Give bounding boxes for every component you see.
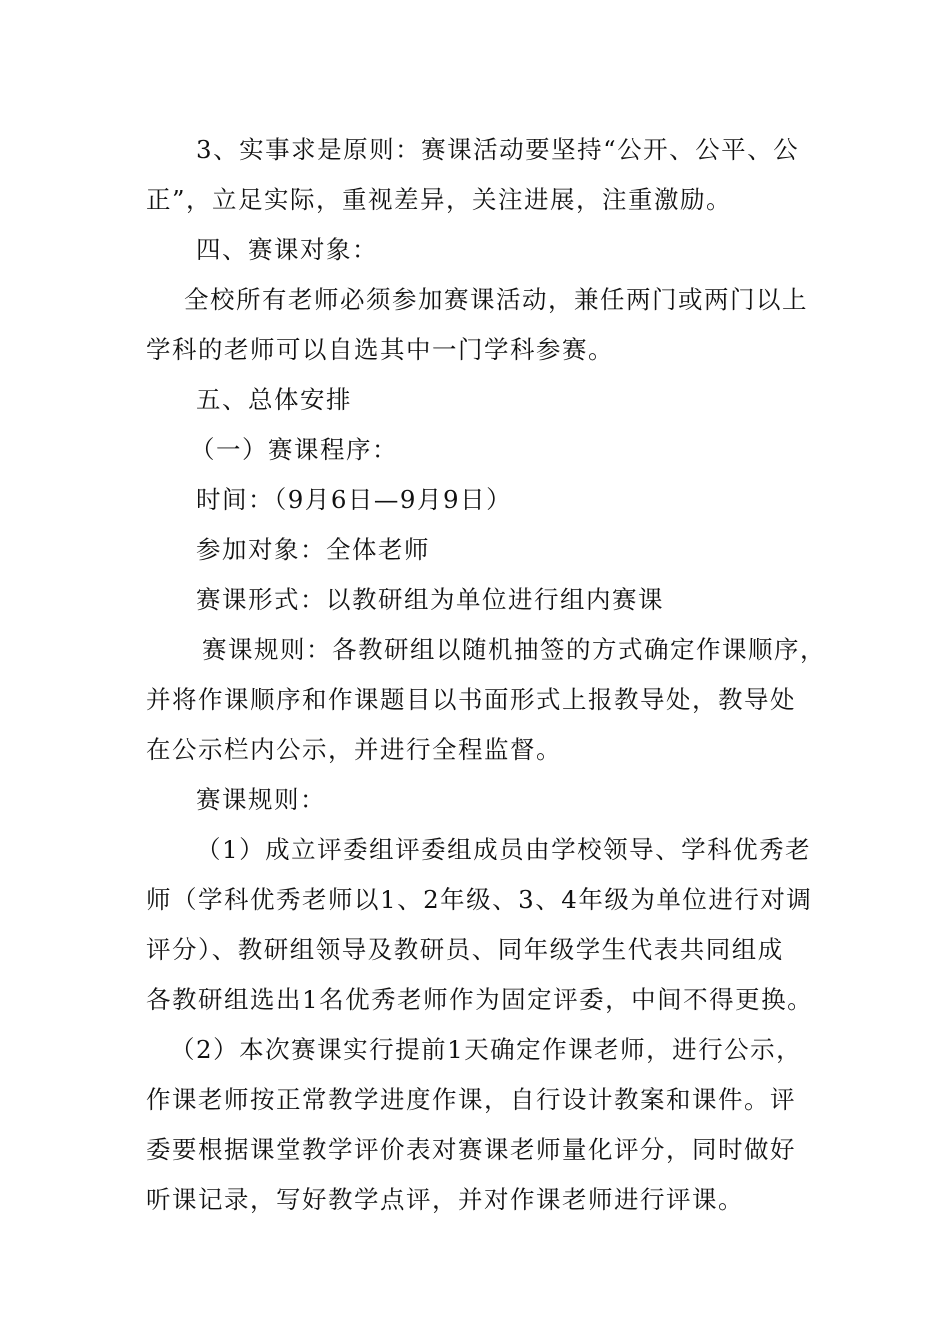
paragraph-line: 师（学科优秀老师以1、2年级、3、4年级为单位进行对调 xyxy=(146,885,813,914)
paragraph-line: 3、实事求是原则：赛课活动要坚持“公开、公平、公 xyxy=(196,135,800,164)
paragraph-line: 评分）、教研组领导及教研员、同年级学生代表共同组成 xyxy=(146,935,784,964)
paragraph-line: 赛课形式：以教研组为单位进行组内赛课 xyxy=(196,585,664,614)
paragraph-line: 赛课规则：各教研组以随机抽签的方式确定作课顺序， xyxy=(202,635,826,664)
paragraph-line: 在公示栏内公示，并进行全程监督。 xyxy=(146,735,562,764)
paragraph-line: （2）本次赛课实行提前1天确定作课老师，进行公示， xyxy=(170,1035,803,1064)
paragraph-line: 学科的老师可以自选其中一门学科参赛。 xyxy=(146,335,614,364)
subsection-heading: （一）赛课程序： xyxy=(190,435,398,464)
paragraph-line: 委要根据课堂教学评价表对赛课老师量化评分，同时做好 xyxy=(146,1135,796,1164)
paragraph-line: 各教研组选出1名优秀老师作为固定评委，中间不得更换。 xyxy=(146,985,814,1014)
section-heading: 四、赛课对象： xyxy=(196,235,378,264)
paragraph-line: 参加对象：全体老师 xyxy=(196,535,430,564)
paragraph-line: 全校所有老师必须参加赛课活动，兼任两门或两门以上 xyxy=(184,285,808,314)
paragraph-line: 并将作课顺序和作课题目以书面形式上报教导处，教导处 xyxy=(146,685,796,714)
section-heading: 五、总体安排 xyxy=(196,385,352,414)
paragraph-line: 听课记录，写好教学点评，并对作课老师进行评课。 xyxy=(146,1185,744,1214)
paragraph-line: 赛课规则： xyxy=(196,785,326,814)
paragraph-line: （1）成立评委组评委组成员由学校领导、学科优秀老 xyxy=(196,835,812,864)
paragraph-line: 时间：（9月6日—9月9日） xyxy=(196,485,513,514)
paragraph-line: 作课老师按正常教学进度作课，自行设计教案和课件。评 xyxy=(146,1085,796,1114)
paragraph-line: 正”，立足实际，重视差异，关注进展，注重激励。 xyxy=(146,185,733,214)
